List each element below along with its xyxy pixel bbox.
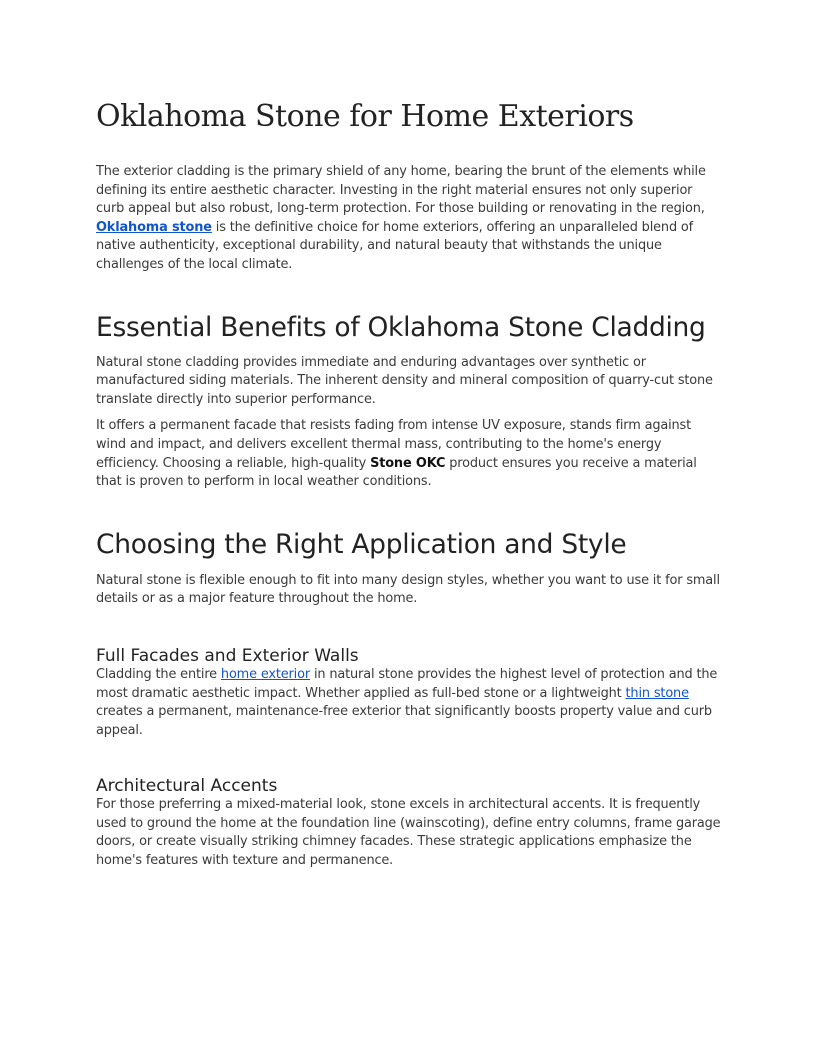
benefits-text-start: It offers a permanent facade that resists fading from intense UV exposure, stands firm against wind and impact, and delivers excellent thermal mass, contributing to the home's energy efficiency. Choosing a reliable, high-quality <box>96 418 692 471</box>
benefits-paragraph-1: Natural stone cladding provides immediate and enduring advantages over synthetic or manufactured siding materials. The inherent density and mineral composition of quarry-cut stone translate directly into superior performance. <box>96 354 713 407</box>
benefits-paragraph-2 <box>96 417 724 491</box>
accents-paragraph: For those preferring a mixed-material look, stone excels in architectural accents. It is frequently used to ground the home at the foundation line (wainscoting), define entry columns, frame garage doors, or create visually striking chimney facades. These strategic applications emphasize the home's features with texture and permanence. <box>96 797 721 869</box>
document-page <box>96 96 724 871</box>
choosing-paragraph: Natural stone is flexible enough to fit into many design styles, whether you want to use it for small details or as a major feature throughout the home. <box>96 572 720 607</box>
stone-okc-bold: Stone OKC <box>370 455 446 471</box>
facades-heading: Full Facades and Exterior Walls <box>96 645 359 666</box>
intro-text-end: is the definitive choice for home exteriors, offering an unparalleled blend of native authenticity, exceptional durability, and natural beauty that withstands the unique challenges of the local climate. <box>96 219 694 272</box>
benefits-heading: Essential Benefits of Oklahoma Stone Cladding <box>96 311 706 343</box>
facades-text-3: creates a permanent, maintenance-free exterior that significantly boosts property value and curb appeal. <box>96 704 712 738</box>
intro-paragraph <box>96 163 724 275</box>
choosing-heading: Choosing the Right Application and Style <box>96 528 627 560</box>
accents-heading: Architectural Accents <box>96 776 278 797</box>
benefits-text-end: product ensures you receive a material that is proven to perform in local weather conditions. <box>96 455 697 490</box>
facades-paragraph <box>96 666 724 740</box>
intro-text-start: The exterior cladding is the primary shield of any home, bearing the brunt of the elements while defining its entire aesthetic character. Investing in the right material ensures not only superior curb appeal but also robust, long-term protection. For those building or renovating in the region, <box>96 164 706 217</box>
thin-stone-link[interactable]: thin stone <box>625 685 689 701</box>
oklahoma-stone-link[interactable]: Oklahoma stone <box>96 219 212 235</box>
home-exterior-link[interactable]: home exterior <box>220 666 310 682</box>
facades-text-2: in natural stone provides the highest level of protection and the most dramatic aesthetic impact. Whether applied as full-bed stone or a lightweight <box>96 666 718 701</box>
facades-text-1: Cladding the entire <box>96 666 221 682</box>
page-title: Oklahoma Stone for Home Exteriors <box>96 99 634 134</box>
